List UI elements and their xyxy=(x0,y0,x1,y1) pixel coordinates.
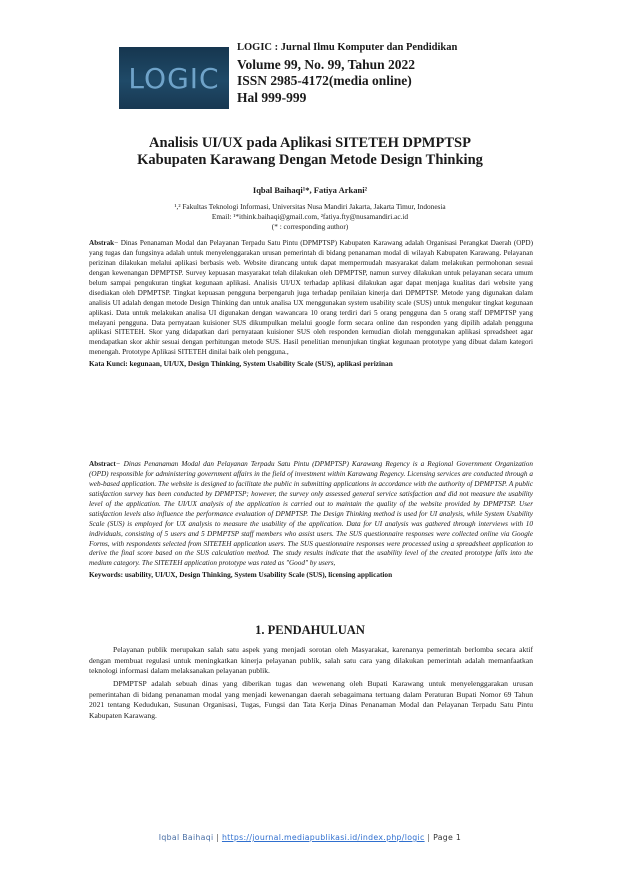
abstract-en-label: Abstract xyxy=(89,460,116,468)
section-heading: 1. PENDAHULUAN xyxy=(255,623,365,637)
body-paragraph-2: DPMPTSP adalah sebuah dinas yang diberikan tugas dan wewenang oleh Bupati Karawang untuk menyelenggarakan urusan pemerintahan di bidang penanaman modal yang menjadi kewenangan daerah sebagaimana tertuang dalam Peraturan Bupati Nomor 69 Tahun 2021 tentang Kedudukan, Susunan Organisasi, Tugas, Fungsi dan Tata Kerja Dinas Penanaman Modal dan Pelayanan Terpadu Satu Pintu Kabupaten Karawang. xyxy=(89,678,533,720)
abstract-english xyxy=(89,460,533,580)
journal-issn: ISSN 2985-4172(media online) xyxy=(237,73,412,88)
page-footer xyxy=(0,833,620,842)
abstract-id-paragraph xyxy=(89,239,533,358)
journal-name: LOGIC : Jurnal Ilmu Komputer dan Pendidikan xyxy=(237,42,458,53)
footer-journal-link[interactable]: https://journal.mediapublikasi.id/index.php/logic xyxy=(221,833,425,842)
title-line-1: Analisis UI/UX pada Aplikasi SITETEH DPMPTSP xyxy=(149,135,471,151)
authors: Iqbal Baihaqi¹*, Fatiya Arkani² xyxy=(252,185,368,195)
keywords-english: Keywords: usability, UI/UX, Design Thinking, System Usability Scale (SUS), licensing application xyxy=(89,570,393,580)
abstract-indonesian xyxy=(89,239,533,369)
email-line: Email: ¹*ithink.baihaqi@gmail.com, ²fatiya.fty@nusamandiri.ac.id xyxy=(211,211,409,221)
footer-separator: | xyxy=(424,833,434,842)
abstract-id-label: Abstrak xyxy=(89,239,115,247)
abstract-en-paragraph xyxy=(89,460,533,569)
footer-separator: | xyxy=(213,833,222,842)
abstract-id-text: − Dinas Penanaman Modal dan Pelayanan Terpadu Satu Pintu (DPMPTSP) Kabupaten Karawang adalah Organisasi Perangkat Daerah (OPD) yang tugas dan fungsinya adalah untuk menyelenggarakan urusan pemerintah di bidang penanaman modal di wilayah Kabupaten Karawang. Pelayanan perizinan dilakukan melalui aplikasi berbasis web. Website dirancang untuk dapat mempermudah masyarakat dalam melakukan permohonan sesuai dengan kewenangan DPMPTSP. Survey kepuasan masyarakat telah dilakukan oleh DPMPTSP, namun survey dilakukan untuk pelayanan secara umum belum sampai pengukuran tingkat kegunaan aplikasi. Analisis UI/UX terhadap aplikasi dilakukan agar dapat menjaga kualitas dari website yang disediakan oleh DPMPTSP. Tingkat kepuasan pengguna berpengaruh juga terhadap penilaian kinerja dari DPMPTSP. Metode yang digunakan dalam analisis UI adalah dengan metode Design Thinking dan untuk analisa UX menggunakan system usability scale (SUS) untuk mengukur tingkat kegunaan aplikasi. Data untuk melakukan analisa UI digunakan dengan wawancara 10 orang terdiri dari 5 orang pengguna dan 5 orang staff DPMPTSP yang melayani pengguna. Data pernyataan kuisioner SUS dikumpulkan melalui google form secara online dan responden yang dipilih adalah pengguna aplikasi SITETEH. Skor yang didapatkan dari pernyataan kuisioner SUS oleh responden kemudian diolah menggunakan aplikasi spreadsheet agar mendapatkan skor akhir sesuai dengan perhitungan metode SUS. Hasil penelitian menunjukan tingkat kegunaan prototype yang dibuat dalam kategori menengah. Prototype Aplikasi SITETEH dinilai baik oleh pengguna., xyxy=(89,239,533,357)
footer-author: Iqbal Baihaqi xyxy=(158,833,214,842)
logo-text: LOGIC xyxy=(128,61,220,95)
journal-pages: Hal 999-999 xyxy=(237,89,307,105)
journal-volume: Volume 99, No. 99, Tahun 2022 xyxy=(237,56,416,72)
keywords-indonesian: Kata Kunci: kegunaan, UI/UX, Design Thinking, System Usability Scale (SUS), aplikasi perizinan xyxy=(89,359,393,369)
journal-logo xyxy=(119,47,229,109)
title-line-2: Kabupaten Karawang Dengan Metode Design Thinking xyxy=(137,152,483,169)
body-text xyxy=(89,645,533,723)
paper-title xyxy=(80,135,540,170)
footer-page-number: Page 1 xyxy=(433,833,462,842)
affiliation xyxy=(80,202,540,232)
abstract-en-text: − Dinas Penanaman Modal dan Pelayanan Terpadu Satu Pintu (DPMPTSP) Karawang Regency is a Regional Government Organization (OPD) responsible for administering government affairs in the field of investment within Karawang Regency. Licensing services are conducted through a web-based application. The website is designed to facilitate the public in submitting applications in accordance with the authority of DPMPTSP. A public satisfaction survey has been conducted by DPMPTSP; however, the survey only assessed general service satisfaction and did not measure the usability level of the application. The UI/UX analysis of the application is carried out to maintain the quality of the website provided by DPMPTSP. User satisfaction levels also influence the performance evaluation of DPMPTSP. The Design Thinking method is used for UI analysis, while System Usability Scale (SUS) is employed for UX analysis to measure the usability of the application. Data for UI analysis was gathered through interviews with 10 individuals, consisting of 5 users and 5 DPMPTSP staff members who assist users. The SUS questionnaire responses were collected online via Google Forms, with respondents selected from SITETEH application users. The SUS questionnaire responses were processed using a spreadsheet application to derive the final score based on the SUS calculation method. The study results indicate that the usability level of the created prototype falls into the medium category. The SITETEH application prototype was rated as "Good" by users, xyxy=(89,460,533,568)
journal-header xyxy=(237,43,567,107)
affiliation-line: ¹,² Fakultas Teknologi Informasi, Universitas Nusa Mandiri Jakarta, Jakarta Timur, Indonesia xyxy=(174,202,446,211)
corresponding-note: (* : corresponding author) xyxy=(271,221,349,231)
body-paragraph-1: Pelayanan publik merupakan salah satu aspek yang menjadi sorotan oleh Masyarakat, karenanya pemerintah berlomba secara aktif dengan membuat regulasi untuk meningkatkan kinerja pelayanan publik, salah satu cara yang dilakukan pemerintah adalah memanfaatkan teknologi informasi dalam melaksanakan pelayanan publik. xyxy=(89,645,533,676)
